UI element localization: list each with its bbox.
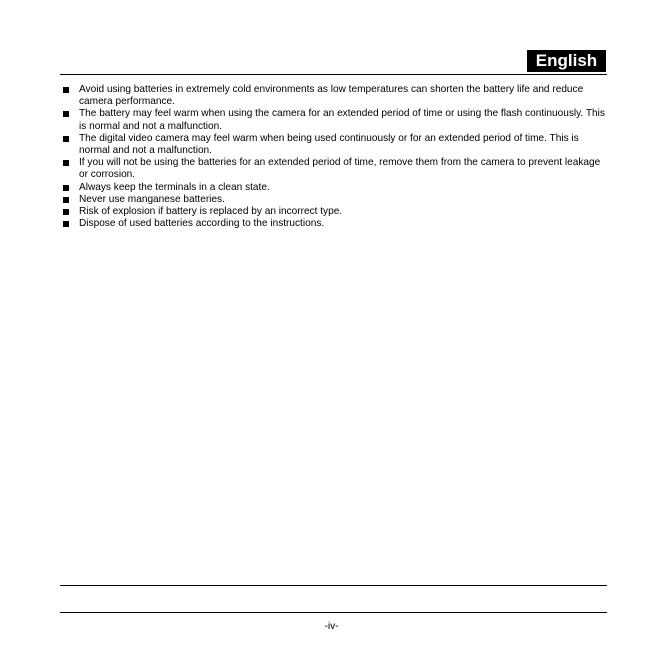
square-bullet-icon bbox=[63, 221, 69, 227]
list-item-text: Risk of explosion if battery is replaced by an incorrect type. bbox=[79, 206, 343, 218]
language-badge: English bbox=[527, 50, 606, 72]
battery-precautions-list bbox=[62, 84, 610, 230]
list-item bbox=[62, 108, 610, 132]
list-item bbox=[62, 218, 610, 230]
list-item bbox=[62, 157, 610, 181]
header-divider bbox=[60, 74, 607, 75]
list-item-text: Dispose of used batteries according to the instructions. bbox=[79, 218, 325, 230]
list-item bbox=[62, 194, 610, 206]
page-number: -iv- bbox=[324, 621, 339, 632]
list-item-text: Always keep the terminals in a clean state. bbox=[79, 181, 270, 193]
square-bullet-icon bbox=[63, 111, 69, 117]
footer-divider bbox=[60, 585, 607, 586]
list-item-text: The digital video camera may feel warm when being used continuously or for an extended period of time. This is normal and not a malfunction. bbox=[79, 132, 579, 157]
square-bullet-icon bbox=[63, 87, 69, 93]
square-bullet-icon bbox=[63, 136, 69, 142]
square-bullet-icon bbox=[63, 160, 69, 166]
list-item bbox=[62, 133, 610, 157]
list-item-text: Never use manganese batteries. bbox=[79, 193, 225, 205]
list-item bbox=[62, 206, 610, 218]
square-bullet-icon bbox=[63, 185, 69, 191]
list-item bbox=[62, 182, 610, 194]
footer-divider bbox=[60, 612, 607, 613]
list-item-text: Avoid using batteries in extremely cold environments as low temperatures can shorten the battery life and reduce camera performance. bbox=[79, 84, 584, 108]
square-bullet-icon bbox=[63, 197, 69, 203]
square-bullet-icon bbox=[63, 209, 69, 215]
list-item-text: The battery may feel warm when using the camera for an extended period of time or using the flash continuously. This is normal and not a malfunction. bbox=[79, 108, 605, 132]
list-item bbox=[62, 84, 610, 108]
list-item-text: If you will not be using the batteries for an extended period of time, remove them from the camera to prevent leakage or corrosion. bbox=[79, 157, 601, 181]
